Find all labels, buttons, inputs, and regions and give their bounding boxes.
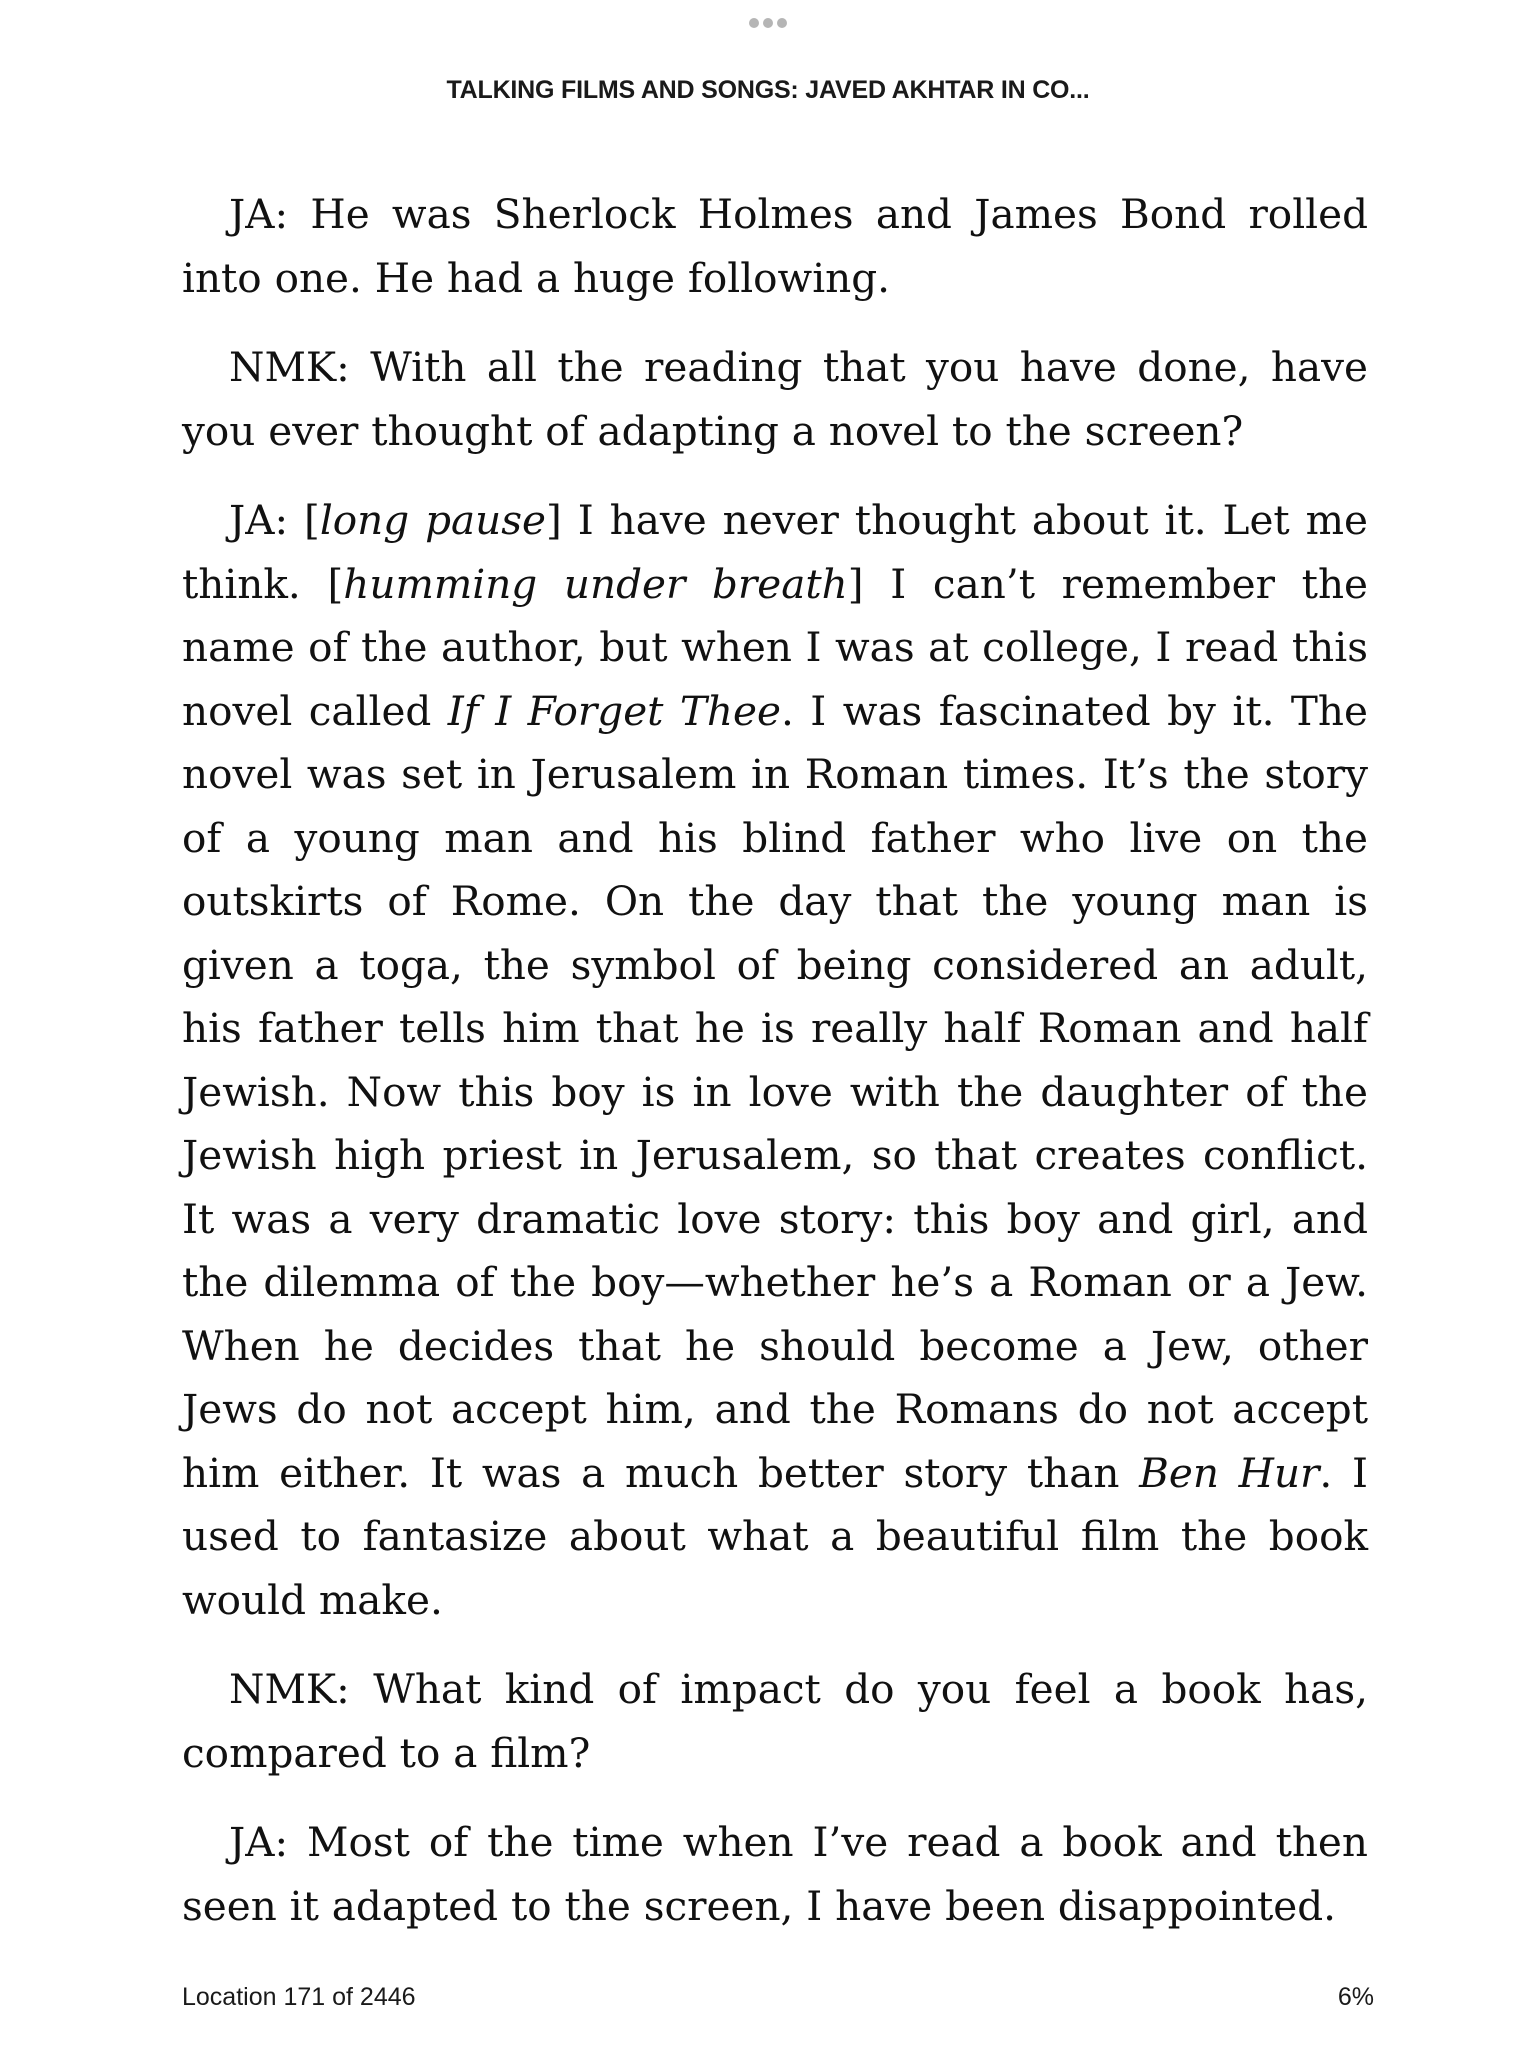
paragraph: NMK: With all the reading that you have done, have you ever thought of adapting a novel to the screen? xyxy=(182,343,1368,455)
text-run: . I used to fantasize about what a beautiful film the book would make. xyxy=(182,1448,1368,1624)
text-run: . I was fascinated by it. The novel was set in Jerusalem in Roman times. It’s the story of a young man and his blind father who live on the outskirts of Rome. On the day that the young man is given a toga, the symbol of being considered an adult, his father tells him that he is really half Roman and half Jewish. Now this boy is in love with the daughter of the Jewish high priest in Jerusalem, so that creates conflict. It was a very dramatic love story: this boy and girl, and the dilemma of the boy—whether he’s a Roman or a Jew. When he decides that he should become a Jew, other Jews do not accept him, and the Romans do not accept him either. It was a much better story than xyxy=(182,686,1368,1497)
more-dots-icon[interactable] xyxy=(0,18,1536,34)
dot xyxy=(777,18,787,28)
paragraph: JA: Most of the time when I’ve read a book and then seen it adapted to the screen, I have been disappointed. xyxy=(182,1818,1368,1930)
italic-text: long pause xyxy=(319,496,547,544)
book-title: TALKING FILMS AND SONGS: JAVED AKHTAR IN CO... xyxy=(446,76,1090,104)
film-title-italic: Ben Hur xyxy=(1139,1448,1320,1497)
paragraph xyxy=(182,489,1368,1632)
dot xyxy=(763,18,773,28)
paragraph: NMK: What kind of impact do you feel a book has, compared to a film? xyxy=(182,1665,1368,1777)
paragraph: JA: He was Sherlock Holmes and James Bond rolled into one. He had a huge following. xyxy=(182,190,1368,302)
dot xyxy=(749,18,759,28)
book-page-text[interactable] xyxy=(182,183,1368,1964)
book-title-italic: If I Forget Thee xyxy=(447,686,781,735)
reading-progress-percent: 6% xyxy=(1337,1983,1374,2011)
text-run: ] I can’t remember the name of the author, but when I was at college, I read this novel called xyxy=(182,559,1368,735)
text-run: ] I have never thought about it. Let me think. [ xyxy=(182,496,1368,608)
text-run: JA: [ xyxy=(229,496,320,544)
italic-text: humming under breath xyxy=(343,559,848,608)
reading-location[interactable]: Location 171 of 2446 xyxy=(182,1983,416,2011)
